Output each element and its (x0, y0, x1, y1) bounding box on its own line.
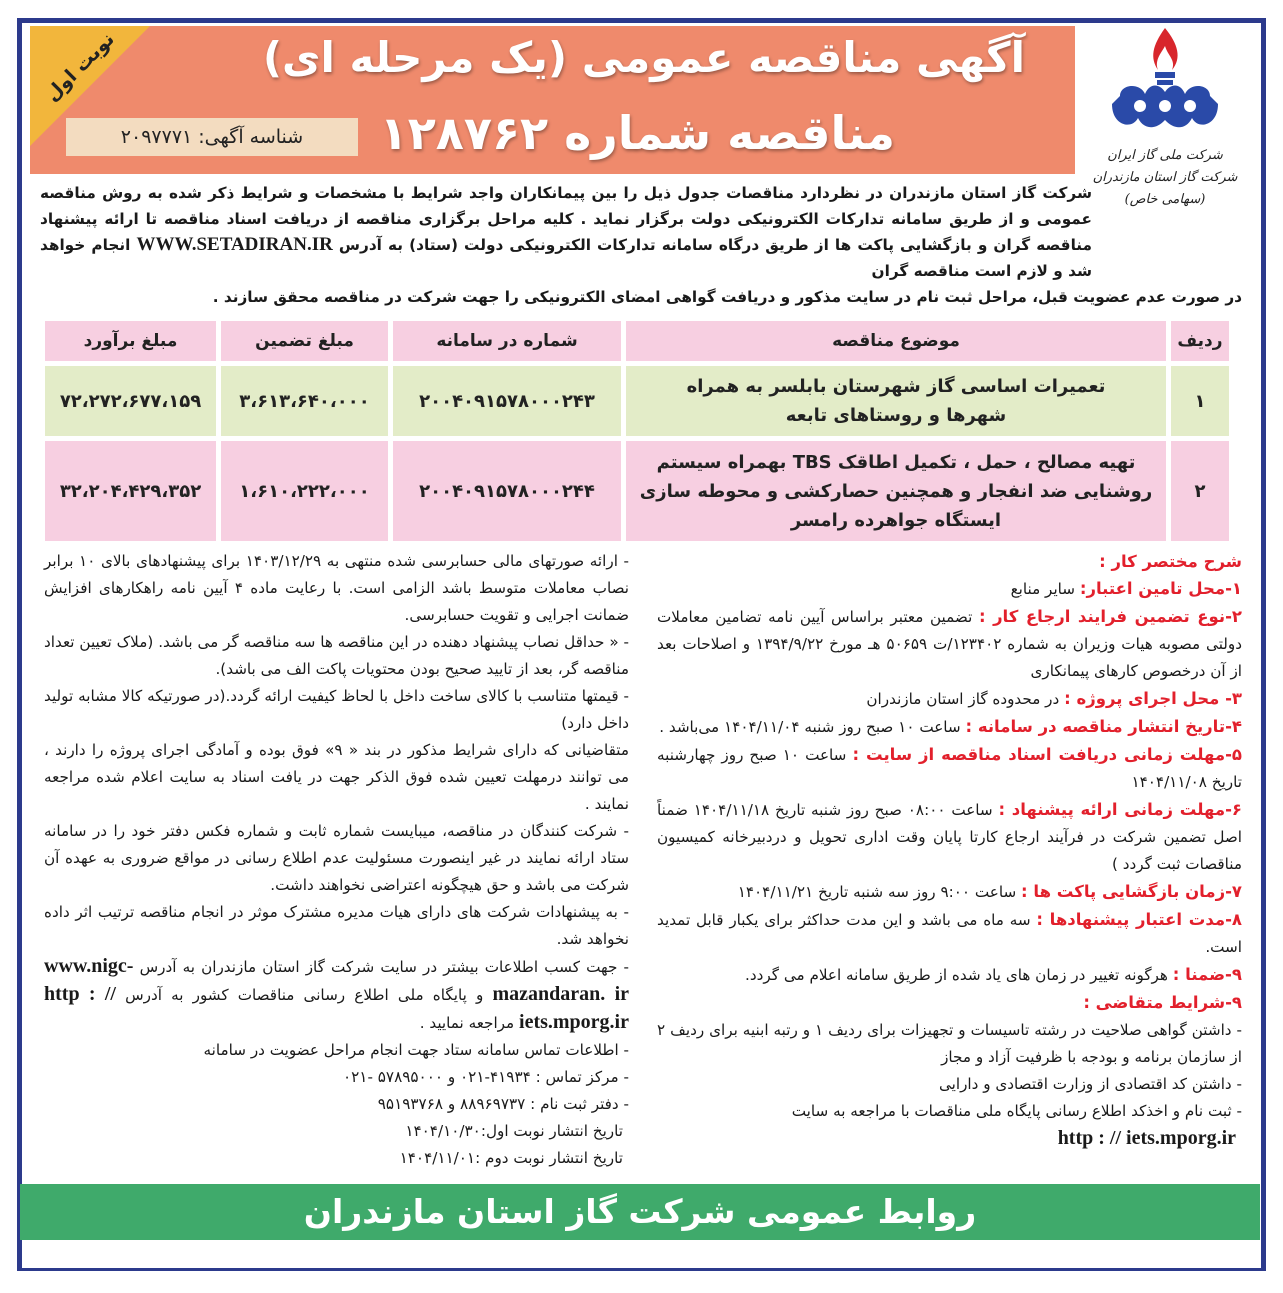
summary-item-label: ۶-مهلت زمانی ارائه پیشنهاد : (998, 800, 1242, 819)
contact-line: تاریخ انتشار نوبت اول:۱۴۰۴/۱۰/۳۰ (405, 1122, 623, 1140)
summary-item (657, 685, 1242, 713)
info-text-2: و پایگاه ملی اطلاع رسانی مناقصات کشور به آدرس (125, 986, 484, 1004)
summary-item-label: ۴-تاریخ انتشار مناقصه در سامانه : (965, 717, 1242, 736)
intro-last-line: در صورت عدم عضویت قبل، مراحل ثبت نام در سایت مذکور و دریافت گواهی امضای الکترونیکی را جهت شرکت در مناقصه محقق سازند . (212, 288, 1242, 306)
intro-paragraph (40, 180, 1092, 284)
summary-item-text: ساعت ۱۰ صبح روز شنبه ۱۴۰۴/۱۱/۰۴ می‌باشد . (659, 718, 966, 736)
info-text-3: مراجعه نمایید . (419, 1014, 515, 1032)
cell-subject: تهیه مصالح ، حمل ، تکمیل اطاقک TBS بهمراه سیستم روشنایی ضد انفجار و همچنین حصارکشی و محوطه سازی ایستگاه جواهرده رامسر (626, 441, 1166, 541)
body-columns (40, 548, 1242, 1172)
contact-line: - دفتر ثبت نام : ۸۸۹۶۹۷۳۷ و ۹۵۱۹۳۷۶۸ (377, 1095, 629, 1113)
cell-row: ۲ (1171, 441, 1229, 541)
col-header-subject: موضوع مناقصه (626, 321, 1166, 361)
summary-item-text: ساعت ۰۸:۰۰ صبح روز شنبه تاریخ ۱۴۰۴/۱۱/۱۸ ضمناً اصل تضمین شرکت در فرآیند ارجاع کارتا پایان وقت اداری تحویل و دردبیرخانه کمیسیون مناقصات ثبت گردد ) (657, 801, 1242, 873)
summary-item (657, 603, 1242, 685)
setadiran-link[interactable]: WWW.SETADIRAN.IR (136, 234, 333, 255)
summary-item (657, 961, 1242, 989)
nigc-site-link[interactable]: www.nigc-mazandaran. ir (44, 955, 629, 1005)
content-flow (40, 0, 1242, 1270)
table-row (45, 441, 1229, 541)
work-summary-column (657, 548, 1242, 1172)
contact-line: - اطلاعات تماس سامانه ستاد جهت انجام مراحل عضویت در سامانه (203, 1041, 629, 1059)
summary-item (657, 989, 1242, 1017)
intro-text: شرکت گاز استان مازندران در نظردارد مناقصات جدول ذیل را بین پیمانکاران واجد شرایط با مشخصات و شرایط ذکر شده به روش مناقصه عمومی و از طریق سامانه تدارکات الکترونیکی دولت برگزار نماید . کلیه مراحل برگزاری مناقصه از دریافت اسناد مناقصه تا ارائه پیشنهاد مناقصه گران و بازگشایی پاکت ها از طریق درگاه سامانه تدارکات الکترونیکی دولت (ستاد) به آدرس (40, 184, 1093, 254)
note-paragraph: - « حداقل نصاب پیشنهاد دهنده در این مناقصه ها سه مناقصه گر می باشد. (ملاک تعیین تعداد مناقصه گر، بعد از تایید صحیح بودن محتویات پاکت الف می باشد). (44, 633, 629, 678)
iets-link[interactable]: http : // iets.mporg.ir (1057, 1127, 1236, 1149)
summary-item (657, 575, 1242, 603)
note-paragraph: - شرکت کنندگان در مناقصه، میبایست شماره ثابت و شماره فکس دفتر خود را در سامانه ستاد ارائه نمایند در غیر اینصورت مسئولیت عدم اطلاع رسانی در مواقع ضروری به عهده آن شرکت می باشد و حق هیچگونه اعتراضی نخواهند داشت. (44, 822, 629, 894)
summary-item-label: ۸-مدت اعتبار پیشنهادها : (1036, 910, 1242, 929)
tender-number-title: مناقصه شماره ۱۲۸۷۶۲ (379, 106, 895, 160)
tender-table (40, 316, 1234, 546)
note-paragraph: - ارائه صورتهای مالی حسابرسی شده منتهی به ۱۴۰۳/۱۲/۲۹ برای پیشنهادهای بالای ۱۰ برابر نصاب معاملات متوسط باشد الزامی است. با رعایت ماده ۴ آیین نامه راهکارهای افزایش ضمانت اجرایی و تقویت حسابرسی. (44, 552, 629, 624)
col-header-guarantee: مبلغ تضمین (221, 321, 388, 361)
summary-item-label: ۷-زمان بازگشایی پاکت ها : (1021, 882, 1242, 901)
summary-item-label: ۱-محل تامین اعتبار: (1079, 579, 1242, 598)
condition-item: - ثبت نام و اخذکد اطلاع رسانی پایگاه ملی مناقصات با مراجعه به سایت (791, 1102, 1242, 1120)
table-row (45, 366, 1229, 436)
summary-item-label: ۹-شرایط متقاضی : (1083, 993, 1242, 1012)
cell-row: ۱ (1171, 366, 1229, 436)
cell-estimate: ۳۲،۲۰۴،۴۲۹،۳۵۲ (45, 441, 216, 541)
summary-item-text: سه ماه می باشد و این مدت حداکثر برای یکبار قابل تمدید است. (657, 911, 1242, 956)
ad-id-box: شناسه آگهی: ۲۰۹۷۷۷۱ (66, 118, 358, 156)
cell-estimate: ۷۲،۲۷۲،۶۷۷،۱۵۹ (45, 366, 216, 436)
edition-label: نوبت اول (41, 28, 119, 106)
page-title: آگهی مناقصه عمومی (یک مرحله ای) (262, 33, 1025, 82)
summary-item-label: ۹-ضمنا : (1172, 965, 1242, 984)
logo-line-1: شرکت ملی گاز ایران (1107, 148, 1223, 163)
condition-item: - داشتن گواهی صلاحیت در رشته تاسیسات و تجهیزات برای ردیف ۱ و رتبه ابنیه برای ردیف ۲ از سازمان برنامه و بودجه با ظرفیت آزاد و مجاز (657, 1021, 1242, 1066)
summary-item-label: ۵-مهلت زمانی دریافت اسناد مناقصه از سایت : (852, 745, 1242, 764)
bottom-spacer (40, 1240, 1242, 1270)
note-paragraph: - قیمتها متناسب با کالای ساخت داخل با لحاظ کیفیت ارائه گردد.(در صورتیکه کالا مشابه تولید داخل دارد) (44, 687, 629, 732)
summary-item (657, 878, 1242, 906)
contact-line: تاریخ انتشار نوبت دوم :۱۴۰۴/۱۱/۰۱ (399, 1149, 623, 1167)
cell-guarantee: ۱،۶۱۰،۲۲۲،۰۰۰ (221, 441, 388, 541)
info-text: - جهت کسب اطلاعات بیشتر در سایت شرکت گاز استان مازندران به آدرس (139, 958, 629, 976)
summary-item-text: هرگونه تغییر در زمان های یاد شده از طریق سامانه اعلام می گردد. (745, 966, 1173, 984)
info-paragraph (44, 953, 629, 1037)
summary-item-label: ۳- محل اجرای پروژه : (1064, 689, 1242, 708)
summary-item (657, 713, 1242, 741)
cell-system-number: ۲۰۰۴۰۹۱۵۷۸۰۰۰۲۴۴ (393, 441, 621, 541)
summary-item (657, 796, 1242, 878)
logo-line-3: (سهامی خاص) (1124, 192, 1206, 207)
contact-line: - مرکز تماس : ۴۱۹۳۴-۰۲۱ و ۵۷۸۹۵۰۰۰ -۰۲۱ (342, 1068, 629, 1086)
note-paragraph: - به پیشنهادات شرکت های دارای هیات مدیره مشترک موثر در انجام مناقصه ترتیب اثر داده نخواهد شد. (44, 903, 629, 948)
summary-item (657, 906, 1242, 961)
summary-item-label: ۲-نوع تضمین فرایند ارجاع کار : (978, 607, 1242, 626)
summary-item-text: تضمین معتبر براساس آیین نامه تضامین معاملات دولتی مصوبه هیات وزیران به شماره ۱۲۳۴۰۲/ت ۵۰۶۵۹ هـ مورخ ۱۳۹۴/۹/۲۲ و اصلاحات بعد از آن درخصوص کارهای پیمانکاری (657, 608, 1243, 680)
iets-link-left[interactable]: http : // iets.mporg.ir (44, 983, 629, 1033)
summary-item-text: سایر منابع (1010, 580, 1080, 598)
note-paragraph: متقاضیانی که دارای شرایط مذکور در بند « ۹» فوق بوده و آمادگی اجرای پروژه را دارند ، می توانند درمهلت تعیین شده فوق الذکر جهت در یافت اسناد به سایت اعلام شده مراجعه نمایند . (44, 741, 629, 813)
section-heading: شرح مختصر کار : (1099, 552, 1242, 571)
col-header-estimate: مبلغ برآورد (45, 321, 216, 361)
col-header-system-number: شماره در سامانه (393, 321, 621, 361)
cell-guarantee: ۳،۶۱۳،۶۴۰،۰۰۰ (221, 366, 388, 436)
intro-text-end: انجام خواهد شد و لازم است مناقصه گران (40, 236, 1092, 280)
cell-subject: تعمیرات اساسی گاز شهرستان بابلسر به همراه شهرها و روستاهای تابعه (626, 366, 1166, 436)
logo-line-2: شرکت گاز استان مازندران (1092, 170, 1238, 185)
summary-item-text: ساعت ۱۰ صبح روز چهارشنبه تاریخ ۱۴۰۴/۱۱/۰۸ (657, 746, 1242, 791)
cell-system-number: ۲۰۰۴۰۹۱۵۷۸۰۰۰۲۴۳ (393, 366, 621, 436)
col-header-row: ردیف (1171, 321, 1229, 361)
conditions-column (44, 548, 629, 1172)
summary-item (657, 741, 1242, 796)
condition-item: - داشتن کد اقتصادی از وزارت اقتصادی و دارایی (938, 1075, 1242, 1093)
summary-item-text: در محدوده گاز استان مازندران (866, 690, 1065, 708)
footer-banner: روابط عمومی شرکت گاز استان مازندران (20, 1184, 1260, 1240)
summary-item-text: ساعت ۹:۰۰ روز سه شنبه تاریخ ۱۴۰۴/۱۱/۲۱ (737, 883, 1022, 901)
